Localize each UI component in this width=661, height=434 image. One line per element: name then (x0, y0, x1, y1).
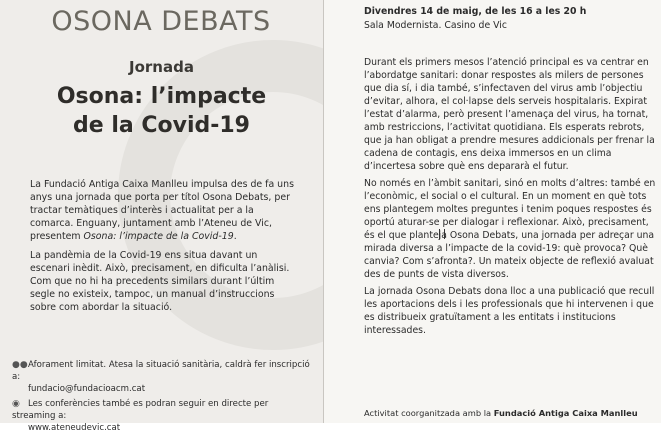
registration-text: Aforament limitat. Atesa la situació sanitària, caldrà fer inscripció a: (12, 360, 310, 382)
registration-info (12, 359, 312, 395)
footer-credit (364, 408, 659, 419)
footer-organizer: Fundació Antiga Caixa Manlleu (493, 408, 638, 418)
eye-icon: ◉ (12, 399, 20, 409)
registration-email-link[interactable]: fundacio@fundacioacm.cat (28, 384, 146, 394)
footer-text: Activitat coorganitzada amb la (364, 408, 494, 418)
left-panel (0, 0, 323, 433)
body-paragraph-3: La jornada Osona Debats dona lloc a una publicació que recull les aportacions dels i les professionals que hi intervenen i que es distribueix gratuïtament a les entitats i institucions interessades. (364, 286, 655, 336)
body-paragraph-2: No només en l’àmbit sanitari, sinó en molts d’altres: també en l’econòmic, el social o el cultural. En un moment en què tots ens plantegem moltes preguntes i tenim poques respostes és oportú aturar-se per dialogar i reflexionar. Això, precisament, és el que planteja Osona Debats, una jornada per adreçar una mirada diversa a l’impacte de la covid-19: què provoca? Què canvia? Com s’afronta?. Un mateix objecte de reflexió avaluat des de punts de vista diversos. (364, 178, 656, 280)
event-kicker: Jornada (129, 58, 194, 76)
event-date: Divendres 14 de maig, de les 16 a les 20 h (364, 6, 587, 17)
intro-p1-text: La Fundació Antiga Caixa Manlleu impulsa des de fa uns anys una jornada que porta per títol Osona Debats, per tractar temàtiques d’interès i actualitat per a la comarca. Enguany, juntament amb l’Ateneu de Vic, presentem (30, 179, 294, 242)
intro-paragraph-2: La pandèmia de la Covid-19 ens situa davant un escenari inèdit. Això, precisament, en dificulta l’anàlisi. Com que no hi ha precedents similars durant l’últim segle no existeix, tampoc, un manual d’instruccions sobre com abordar la situació. (30, 250, 290, 313)
title-line-2: de la Covid-19 (72, 113, 250, 138)
streaming-text: Les conferències també es podran seguir en directe per streaming a: (12, 399, 269, 421)
intro-p1-end: . (233, 231, 237, 242)
streaming-website-link[interactable]: www.ateneudevic.cat (28, 423, 121, 433)
body-paragraph-1: Durant els primers mesos l’atenció principal es va centrar en l’abordatge sanitari: donar respostes als milers de persones que dia sí, i dia també, s’infectaven del virus amb l’objectiu d’evitar, alhora, el col·lapse dels serveis hospitalaris. Expirat l’estat d’alarma, però present l’amenaça del virus, ha tornat, amb restriccions, l’activitat quotidiana. Els esperats rebrots, que ja han obligat a prendre mesures addicionals per frenar la cadena de contagis, ens deixa immersos en un clima d’incertesa sobre què ens depararà el futur. (364, 57, 655, 172)
people-icon: ●● (12, 360, 28, 370)
event-venue: Sala Modernista. Casino de Vic (364, 20, 507, 31)
event-title (0, 82, 323, 140)
intro-paragraph-1 (30, 178, 300, 243)
right-panel (324, 0, 661, 423)
intro-text (30, 178, 300, 320)
intro-p1-emphasis: Osona: l’impacte de la Covid-19 (83, 231, 234, 242)
title-line-1: Osona: l’impacte (56, 84, 267, 109)
brand-title: OSONA DEBATS (51, 6, 271, 37)
body-text (364, 56, 656, 341)
text-cursor-icon (439, 229, 445, 239)
streaming-info (12, 398, 312, 434)
